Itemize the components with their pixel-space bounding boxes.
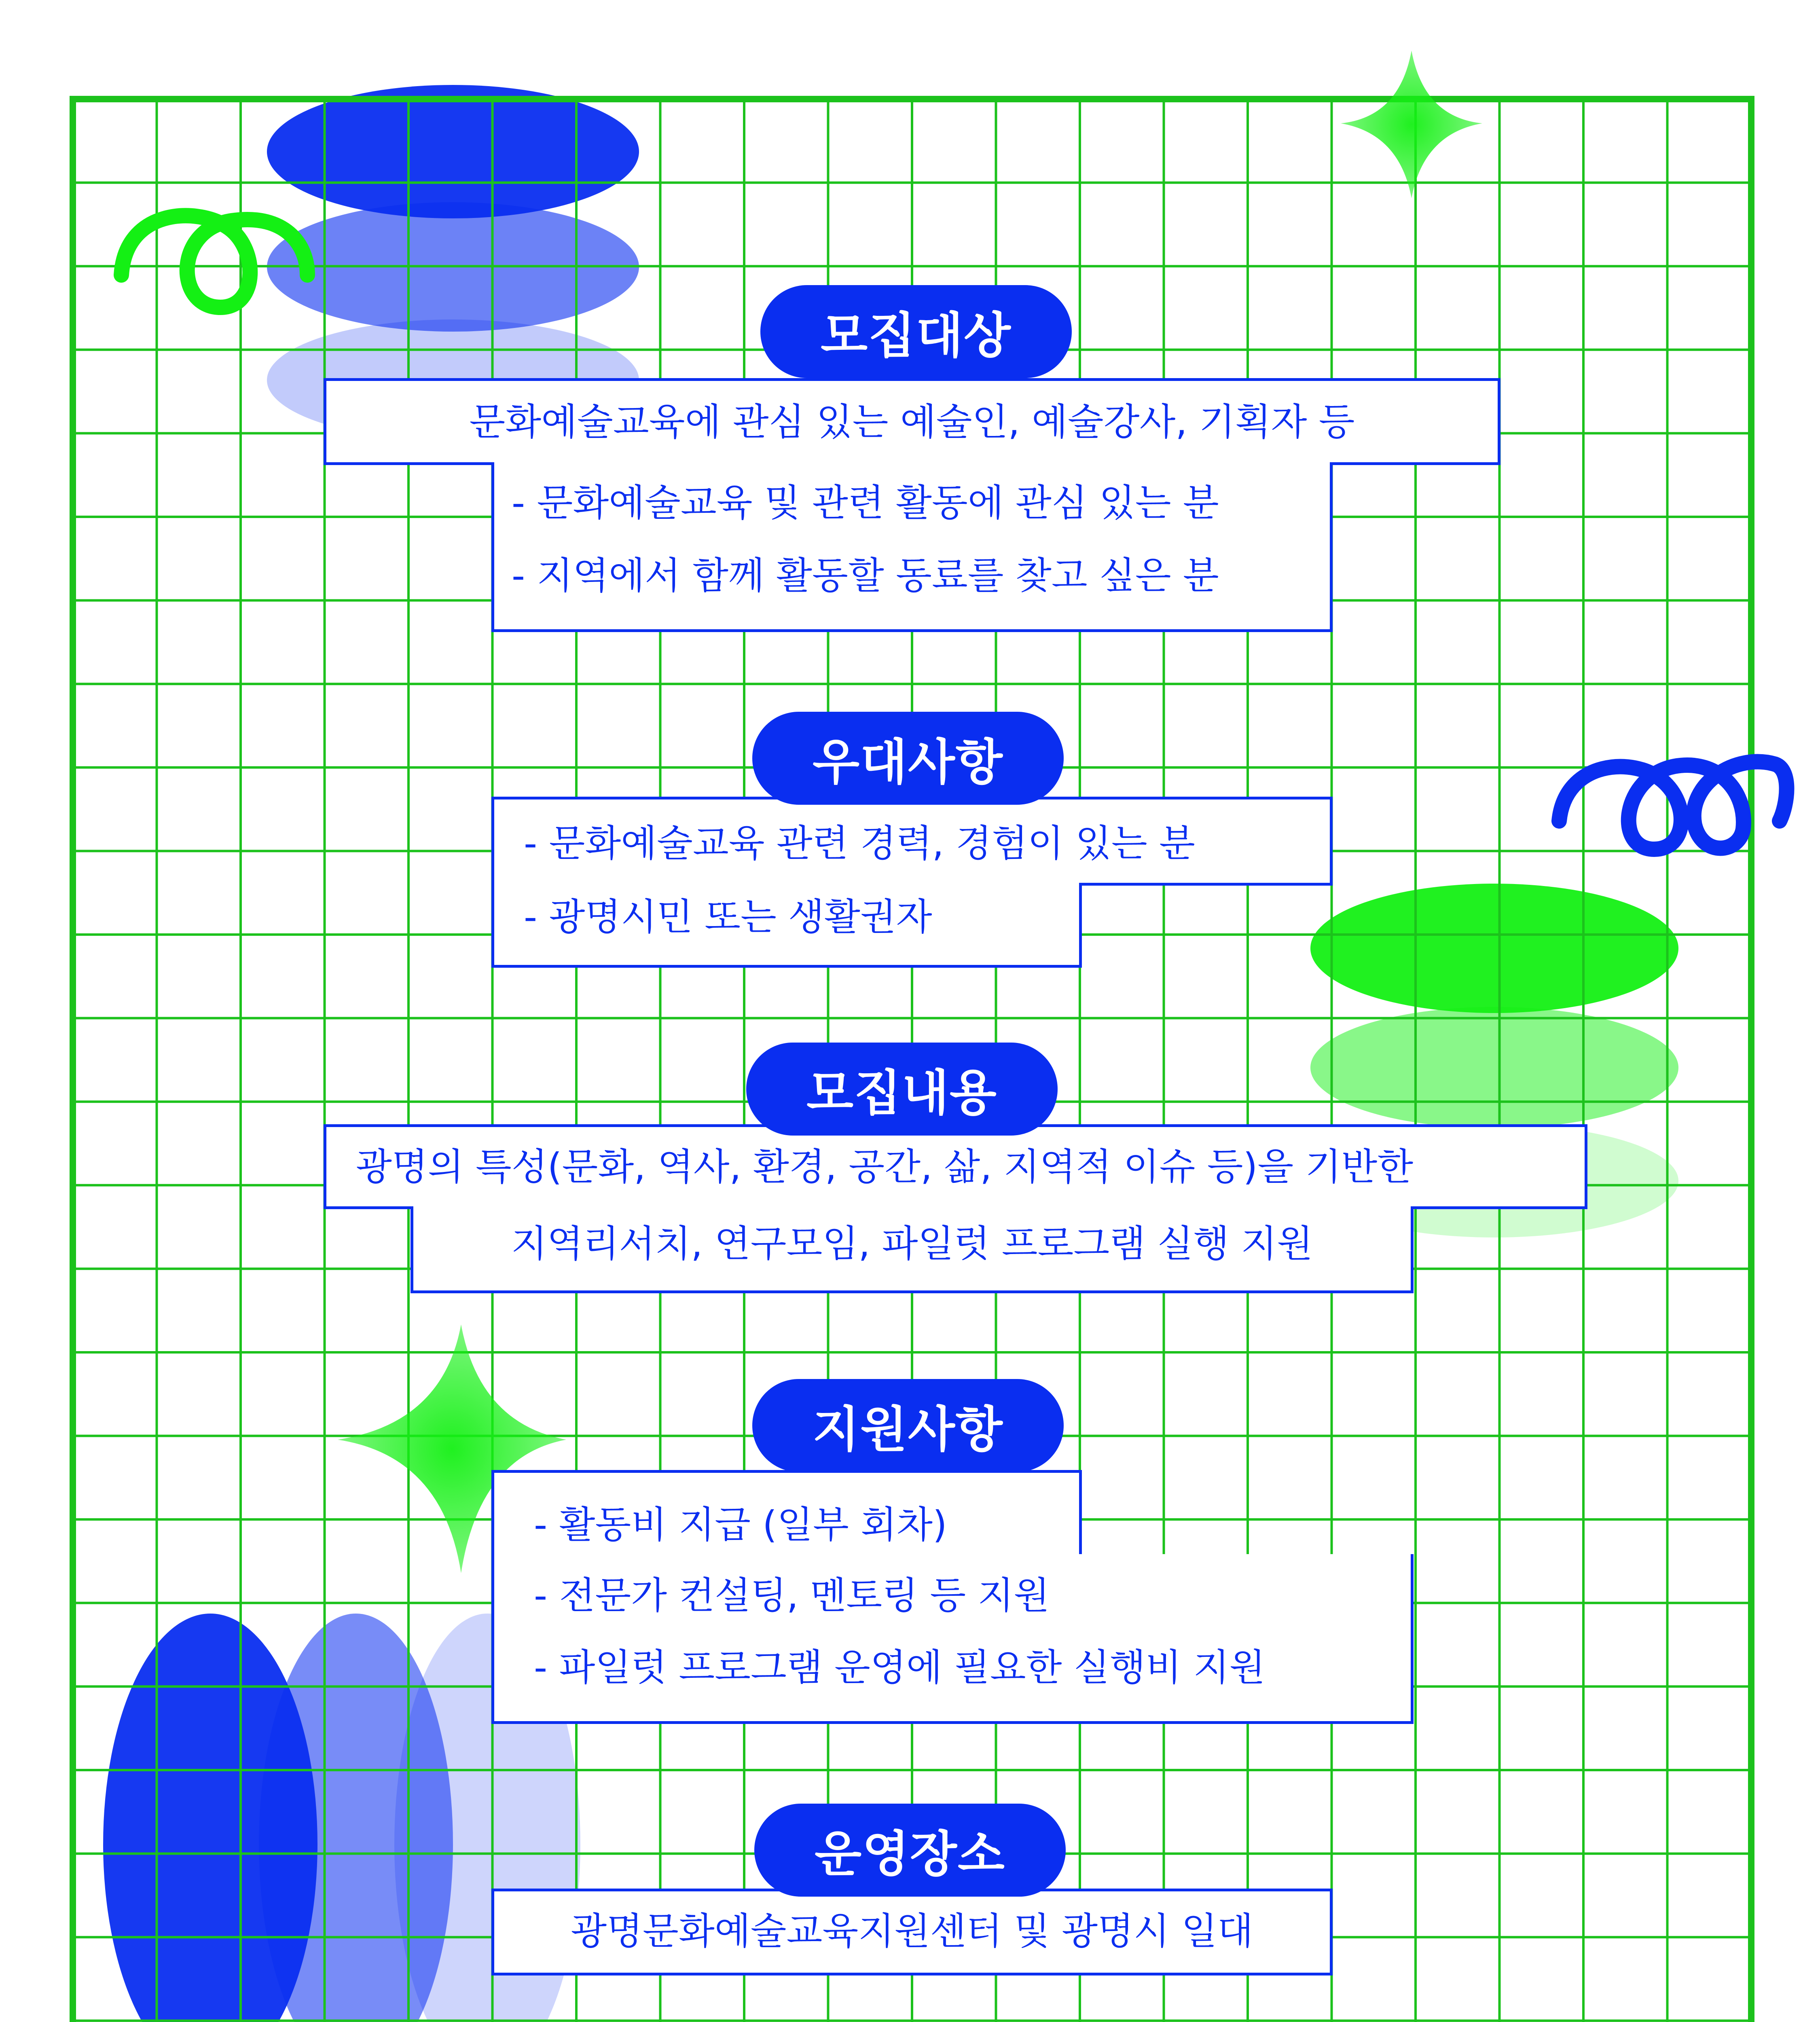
recruit-content-line-1: 광명의 특성(문화, 역사, 환경, 공간, 삶, 지역적 이슈 등)을 기반한 [356, 1145, 1414, 1189]
section-heading-support: 지원사항 [752, 1379, 1064, 1472]
support-line-1: - 활동비 지급 (일부 회차) [534, 1503, 947, 1546]
section-heading-recruit-content: 모집내용 [746, 1043, 1058, 1136]
section-heading-preference: 우대사항 [752, 712, 1064, 805]
support-line-3: - 파일럿 프로그램 운영에 필요한 실행비 지원 [534, 1646, 1266, 1689]
venue-line-1: 광명문화예술교육지원센터 및 광명시 일대 [571, 1910, 1253, 1953]
recruit-target-line-3: - 지역에서 함께 활동할 동료를 찾고 싶은 분 [512, 554, 1219, 597]
recruit-target-line-1: 문화예술교육에 관심 있는 예술인, 예술강사, 기획자 등 [469, 400, 1355, 444]
support-line-2: - 전문가 컨설팅, 멘토링 등 지원 [534, 1574, 1050, 1617]
preference-line-1: - 문화예술교육 관련 경력, 경험이 있는 분 [524, 822, 1195, 865]
recruit-content-line-2: 지역리서치, 연구모임, 파일럿 프로그램 실행 지원 [511, 1222, 1313, 1265]
preference-line-2: - 광명시민 또는 생활권자 [524, 895, 932, 939]
recruit-target-line-2: - 문화예술교육 및 관련 활동에 관심 있는 분 [512, 481, 1219, 525]
section-heading-recruit-target: 모집대상 [760, 285, 1072, 378]
section-heading-venue: 운영장소 [754, 1804, 1066, 1897]
sparkle-icon [1341, 51, 1482, 198]
